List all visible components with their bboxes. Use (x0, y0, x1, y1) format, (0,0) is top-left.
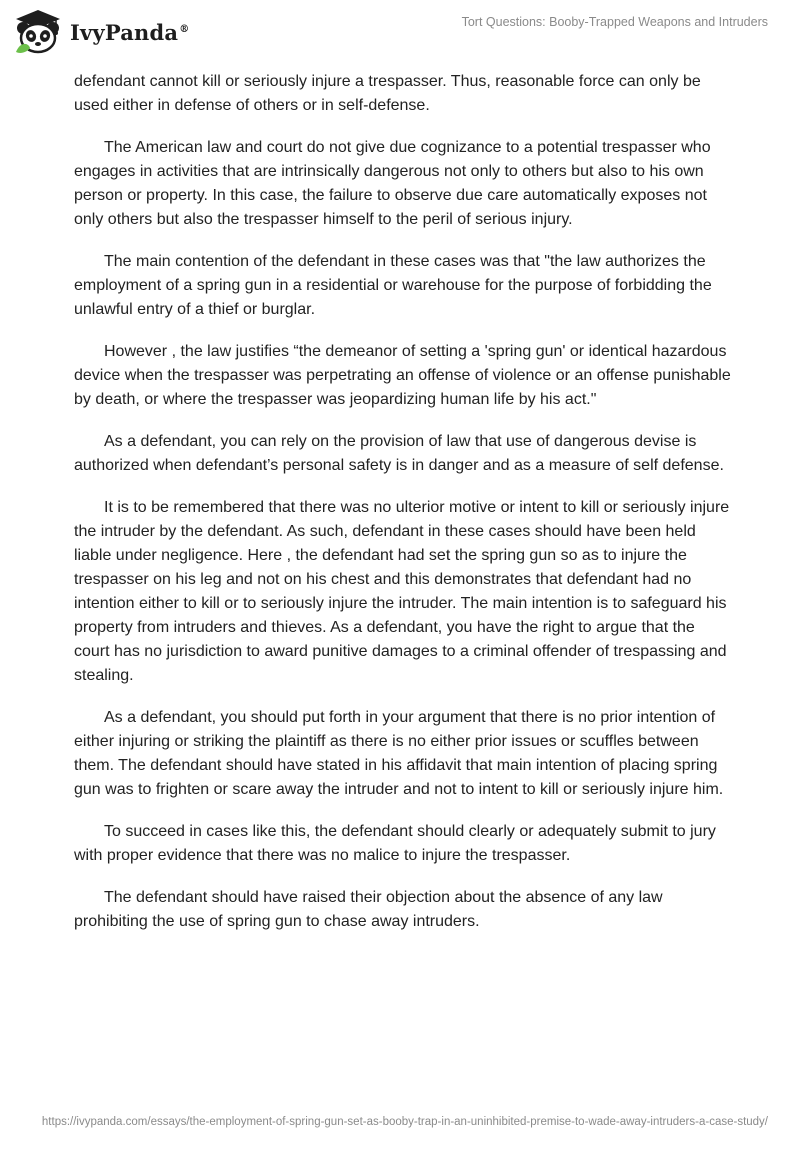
paragraph: As a defendant, you can rely on the provision of law that use of dangerous devise is authorized when defendant’s personal safety is in danger and as a measure of self defense. (74, 433, 724, 474)
registered-mark: ® (179, 23, 190, 35)
panda-graduate-icon (12, 8, 64, 56)
paragraph: The American law and court do not give due cognizance to a potential trespasser who engages in activities that are intrinsically dangerous not only to others but also to his own person or property. In this case, the failure to observe due care automatically exposes not only others but also the trespasser himself to the peril of serious injury. (74, 139, 711, 228)
source-url[interactable]: https://ivypanda.com/essays/the-employment-of-spring-gun-set-as-booby-trap-in-an-uninhibited-premise-to-wade-away-intruders-a-case-study/ (41, 1116, 768, 1128)
paragraph: The main contention of the defendant in these cases was that "the law authorizes the employment of a spring gun in a residential or warehouse for the purpose of forbidding the unlawful entry of a thief or burglar. (74, 253, 712, 318)
document-title: Tort Questions: Booby-Trapped Weapons and Intruders (461, 15, 768, 29)
paragraph: However , the law justifies “the demeanor of setting a 'spring gun' or identical hazardous device when the trespasser was perpetrating an offense of violence or an offense punishable by death, or where the trespasser was jeopardizing human life by his act." (74, 343, 731, 408)
page-header (0, 0, 800, 64)
ivypanda-logo[interactable] (12, 8, 189, 56)
paragraph: As a defendant, you should put forth in your argument that there is no prior intention of either injuring or striking the plaintiff as there is no either prior issues or scuffles between them. The defendant should have stated in his affidavit that main intention of placing spring gun was to frighten or scare away the intruder and not to intent to kill or seriously injure him. (74, 709, 724, 798)
essay-body (74, 70, 734, 952)
paragraph: defendant cannot kill or seriously injure a trespasser. Thus, reasonable force can only be used either in defense of others or in self-defense. (74, 73, 701, 114)
brand-name-text: IvyPanda (70, 19, 179, 45)
brand-name (70, 20, 189, 45)
paragraph: It is to be remembered that there was no ulterior motive or intent to kill or seriously injure the intruder by the defendant. As such, defendant in these cases should have been held liable under negligence. Here , the defendant had set the spring gun so as to injure the trespasser on his leg and not on his chest and this demonstrates that defendant had no intention either to kill or to seriously injure the intruder. The main intention is to safeguard his property from intruders and thieves. As a defendant, you have the right to argue that the court has no jurisdiction to award punitive damages to a criminal offender of trespassing and stealing. (74, 499, 730, 684)
paragraph: The defendant should have raised their objection about the absence of any law prohibiting the use of spring gun to chase away intruders. (74, 889, 663, 930)
paragraph: To succeed in cases like this, the defendant should clearly or adequately submit to jury with proper evidence that there was no malice to injure the trespasser. (74, 823, 716, 864)
